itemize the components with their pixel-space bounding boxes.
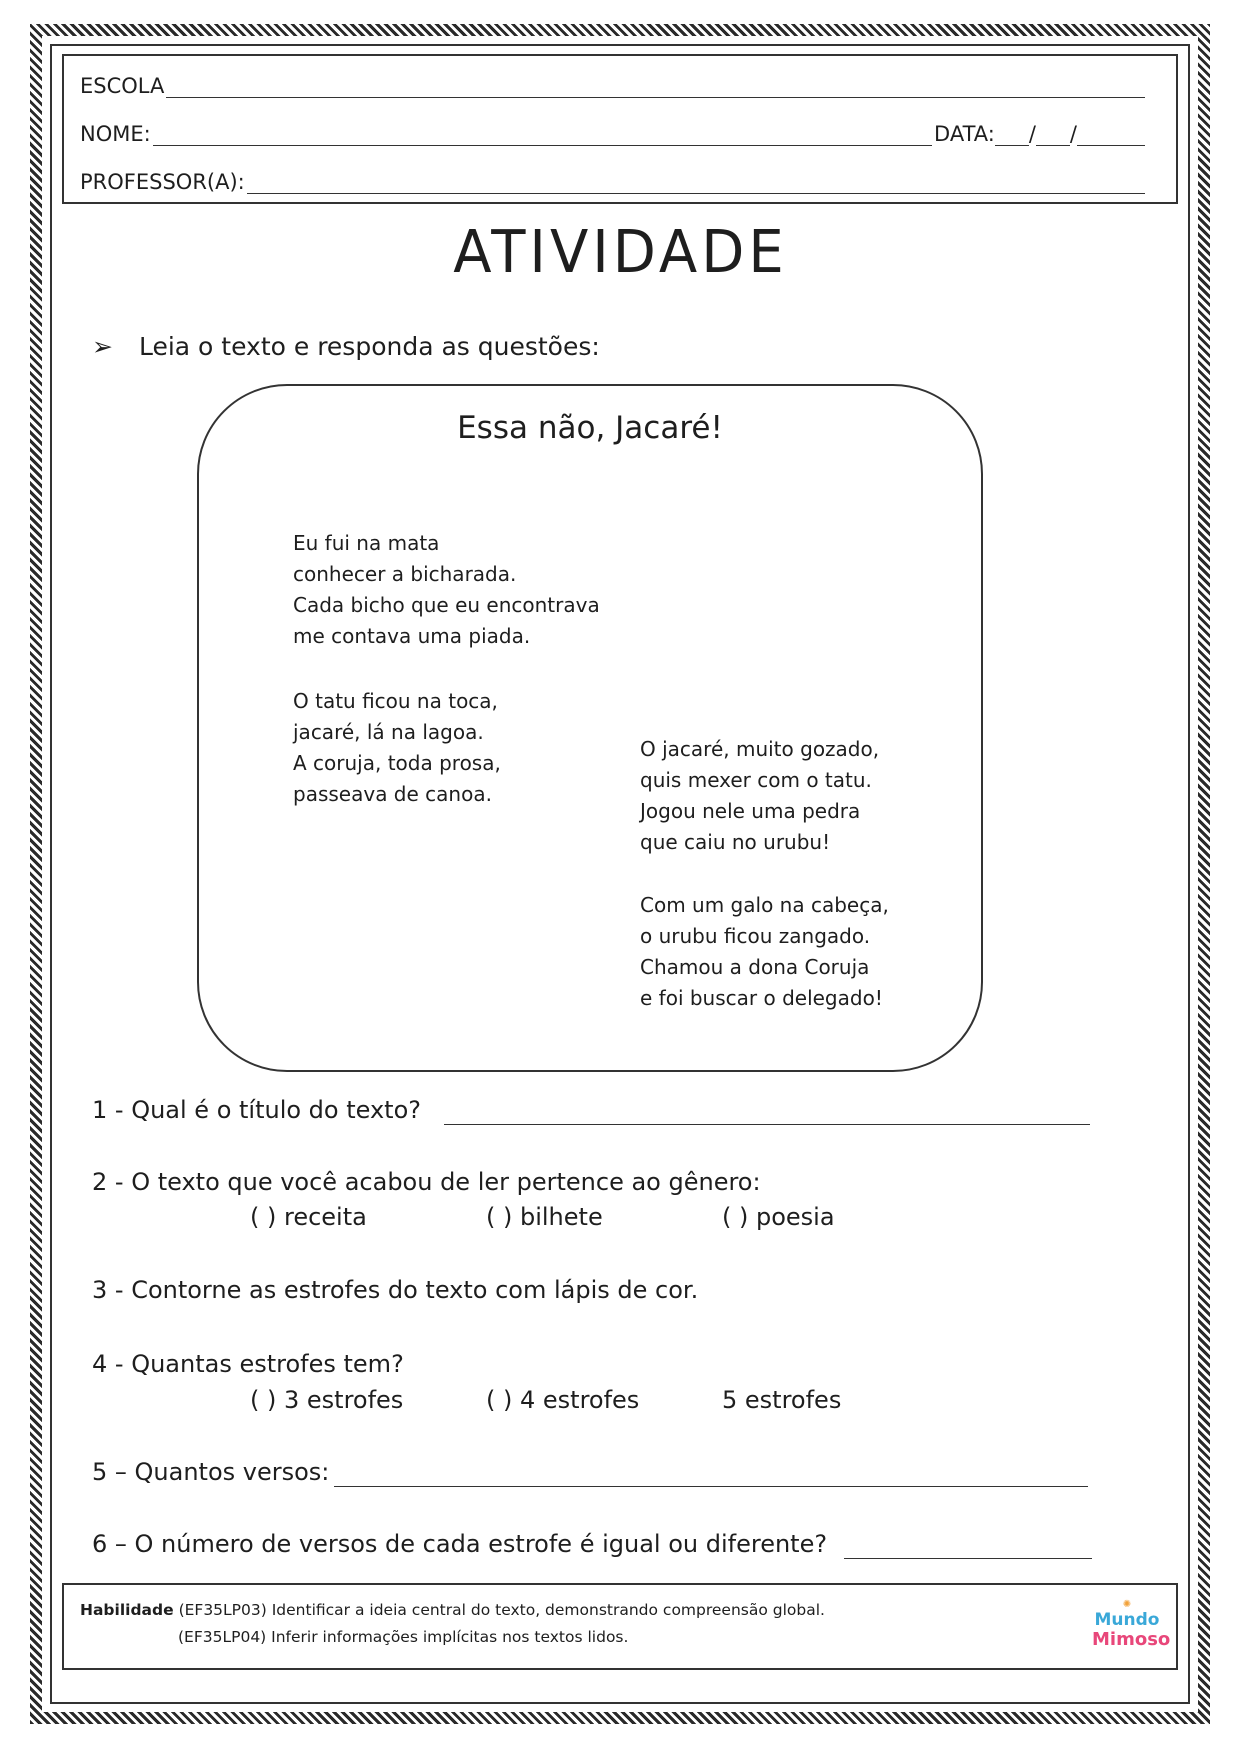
poem-verse: Eu fui na mata <box>293 531 440 555</box>
name-blank-line[interactable] <box>153 125 932 146</box>
date-day-blank[interactable] <box>995 125 1029 146</box>
teacher-label: PROFESSOR(A): <box>80 170 245 194</box>
question-3: 3 - Contorne as estrofes do texto com lápis de cor. <box>92 1276 699 1304</box>
date-month-blank[interactable] <box>1036 125 1070 146</box>
poem-verse: e foi buscar o delegado! <box>640 986 883 1010</box>
school-blank-line[interactable] <box>166 77 1145 98</box>
poem-verse: O tatu ficou na toca, <box>293 689 498 713</box>
option-3-estrofes[interactable]: ( ) 3 estrofes <box>250 1386 404 1414</box>
poem-verse: Cada bicho que eu encontrava <box>293 593 600 617</box>
option-poesia[interactable]: ( ) poesia <box>722 1203 835 1231</box>
logo-text-bottom: Mimoso <box>1092 1629 1171 1650</box>
school-label: ESCOLA <box>80 74 165 98</box>
answer-line-5[interactable] <box>334 1486 1088 1487</box>
question-1: 1 - Qual é o título do texto? <box>92 1096 422 1124</box>
teacher-field[interactable] <box>80 170 1145 194</box>
page-title: ATIVIDADE <box>453 218 788 287</box>
instruction-text: Leia o texto e responda as questões: <box>138 332 600 361</box>
poem-title: Essa não, Jacaré! <box>457 410 723 446</box>
question-6: 6 – O número de versos de cada estrofe é igual ou diferente? <box>92 1530 828 1558</box>
poem-verse: Chamou a dona Coruja <box>640 955 870 979</box>
poem-stanza-2 <box>293 686 501 810</box>
logo-text-top: Mundo <box>1094 1610 1160 1630</box>
date-label: DATA: <box>934 122 995 146</box>
teacher-blank-line[interactable] <box>247 173 1145 194</box>
question-4: 4 - Quantas estrofes tem? <box>92 1350 404 1378</box>
poem-verse: O jacaré, muito gozado, <box>640 737 880 761</box>
poem-verse: passeava de canoa. <box>293 782 492 806</box>
name-label: NOME: <box>80 122 151 146</box>
answer-line-6[interactable] <box>844 1558 1092 1559</box>
logo-sun-icon: ✺ <box>1122 1599 1132 1610</box>
instruction <box>92 332 600 361</box>
mundo-mimoso-logo <box>1092 1599 1171 1650</box>
question-2: 2 - O texto que você acabou de ler pertence ao gênero: <box>92 1168 761 1196</box>
poem-verse: que caiu no urubu! <box>640 830 831 854</box>
poem-verse: quis mexer com o tatu. <box>640 768 872 792</box>
skills-box <box>62 1583 1178 1670</box>
question-5: 5 – Quantos versos: <box>92 1458 330 1486</box>
skill-1-text: (EF35LP03) Identificar a ideia central do texto, demonstrando compreensão global. <box>173 1601 825 1619</box>
poem-stanza-1 <box>293 528 600 652</box>
skill-2 <box>178 1628 628 1646</box>
poem-verse: A coruja, toda prosa, <box>293 751 501 775</box>
skill-1 <box>80 1601 825 1619</box>
poem-stanza-3 <box>640 734 879 858</box>
poem-verse: o urubu ficou zangado. <box>640 924 871 948</box>
option-receita[interactable]: ( ) receita <box>250 1203 367 1231</box>
poem-stanza-4 <box>640 890 889 1014</box>
poem-verse: Com um galo na cabeça, <box>640 893 889 917</box>
option-bilhete[interactable]: ( ) bilhete <box>486 1203 603 1231</box>
date-year-blank[interactable] <box>1077 125 1145 146</box>
skill-2-text: (EF35LP04) Inferir informações implícitas nos textos lidos. <box>178 1628 629 1646</box>
arrow-bullet-icon: ➢ <box>92 332 113 361</box>
date-separator: / <box>1069 122 1077 146</box>
poem-verse: conhecer a bicharada. <box>293 562 517 586</box>
date-separator: / <box>1028 122 1036 146</box>
poem-verse: me contava uma piada. <box>293 624 531 648</box>
option-4-estrofes[interactable]: ( ) 4 estrofes <box>486 1386 640 1414</box>
option-5-estrofes[interactable]: 5 estrofes <box>722 1386 842 1414</box>
poem-verse: Jogou nele uma pedra <box>640 799 861 823</box>
skill-label: Habilidade <box>80 1601 174 1619</box>
school-field[interactable] <box>80 74 1145 98</box>
answer-line-1[interactable] <box>444 1124 1090 1125</box>
name-field[interactable] <box>80 122 1145 146</box>
poem-verse: jacaré, lá na lagoa. <box>293 720 484 744</box>
